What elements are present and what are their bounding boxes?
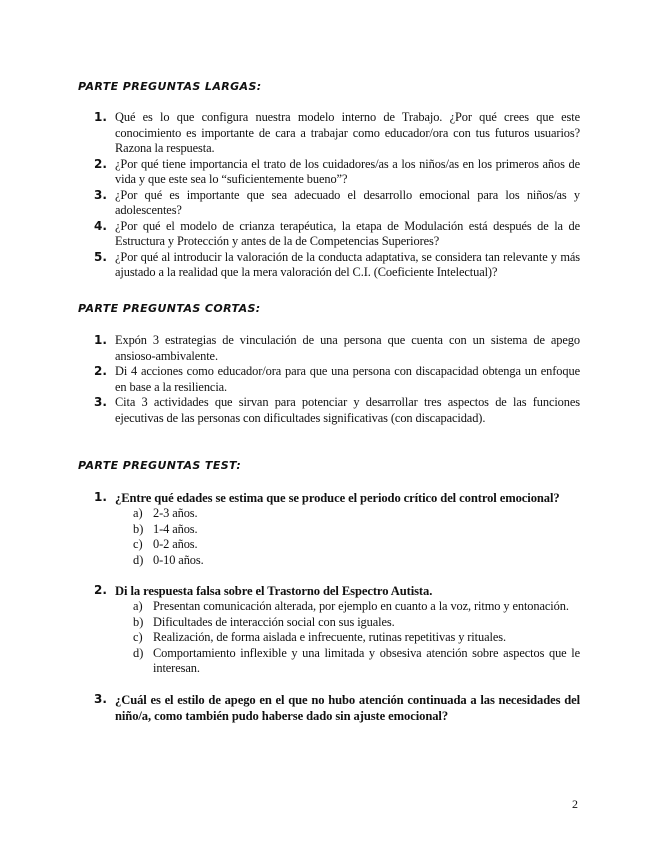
- question-number: 5.: [94, 249, 107, 264]
- long-questions-list: [78, 110, 580, 281]
- test-question: [78, 692, 580, 724]
- question-number: 1.: [94, 333, 107, 347]
- answer-option: [115, 522, 580, 538]
- answer-option: [115, 599, 580, 615]
- test-question: [78, 583, 580, 677]
- question-text: Di la respuesta falsa sobre el Trastorno del Espectro Autista.: [115, 584, 433, 598]
- short-question: [78, 364, 580, 395]
- question-number: 3.: [94, 691, 107, 706]
- answer-option: [115, 646, 580, 677]
- question-number: 2.: [94, 364, 107, 378]
- question-number: 2.: [94, 583, 107, 597]
- option-text: 0-2 años.: [153, 537, 198, 551]
- answer-options: [115, 599, 580, 677]
- question-text: ¿Entre qué edades se estima que se produce el periodo crítico del control emocional?: [115, 491, 560, 505]
- option-text: Comportamiento inflexible y una limitada y obsesiva atención sobre aspectos que le interesan.: [153, 645, 580, 675]
- question-text: ¿Por qué tiene importancia el trato de los cuidadores/as a los niños/as en los primeros años de vida y que este sea lo “suficientemente bueno”?: [115, 156, 580, 186]
- question-text: ¿Por qué es importante que sea adecuado el desarrollo emocional para los niños/as y adolescentes?: [115, 187, 580, 217]
- answer-options: [115, 506, 580, 568]
- question-text: Qué es lo que configura nuestra modelo interno de Trabajo. ¿Por qué crees que este conocimiento es importante de cara a trabajar como educador/ora con tus futuros usuarios? Razona la respuesta.: [115, 110, 580, 155]
- question-number: 2.: [94, 156, 107, 171]
- option-label: b): [133, 521, 144, 536]
- question-text: Expón 3 estrategias de vinculación de una persona que cuenta con un sistema de apego ansioso-ambivalente.: [115, 333, 580, 363]
- page-number: 2: [572, 797, 578, 811]
- option-label: d): [133, 552, 144, 567]
- section-title-long: PARTE PREGUNTAS LARGAS:: [78, 80, 262, 93]
- question-text: Di 4 acciones como educador/ora para que una persona con discapacidad obtenga un enfoque en base a la resiliencia.: [115, 364, 580, 394]
- answer-option: [115, 506, 580, 522]
- short-question: [78, 395, 580, 426]
- option-text: Dificultades de interacción social con sus iguales.: [153, 614, 395, 629]
- question-number: 3.: [94, 395, 107, 409]
- option-label: c): [133, 630, 143, 644]
- question-text: ¿Por qué el modelo de crianza terapéutica, la etapa de Modulación está después de la de Estructura y Protección y antes de la de Competencias Superiores?: [115, 218, 580, 248]
- long-question: [78, 110, 580, 157]
- option-label: a): [133, 599, 143, 613]
- question-number: 4.: [94, 218, 107, 233]
- long-question: [78, 157, 580, 188]
- option-text: 2-3 años.: [153, 506, 198, 520]
- answer-option: [115, 615, 580, 631]
- option-text: 0-10 años.: [153, 552, 204, 567]
- question-text: Cita 3 actividades que sirvan para potenciar y desarrollar tres aspectos de las funciones ejecutivas de las personas con dificultades significativas (con discapacidad).: [115, 395, 580, 425]
- question-number: 3.: [94, 187, 107, 202]
- option-label: b): [133, 614, 144, 629]
- long-question: [78, 250, 580, 281]
- short-question: [78, 333, 580, 364]
- long-question: [78, 219, 580, 250]
- option-label: d): [133, 645, 144, 660]
- answer-option: [115, 630, 580, 646]
- answer-option: [115, 553, 580, 569]
- answer-option: [115, 537, 580, 553]
- question-number: 1.: [94, 490, 107, 504]
- question-text: ¿Cuál es el estilo de apego en el que no hubo atención continuada a las necesidades del niño/a, como también pudo haberse dado sin ajuste emocional?: [115, 692, 580, 723]
- section-title-short: PARTE PREGUNTAS CORTAS:: [78, 302, 261, 315]
- option-text: Presentan comunicación alterada, por ejemplo en cuanto a la voz, ritmo y entonación.: [153, 599, 569, 613]
- short-questions-list: [78, 333, 580, 426]
- question-text: ¿Por qué al introducir la valoración de la conducta adaptativa, se considera tan relevante y más ajustado a la realidad que la mera valoración del C.I. (Coeficiente Intelectual)?: [115, 249, 580, 279]
- question-number: 1.: [94, 110, 107, 124]
- test-questions-list: [78, 490, 580, 739]
- section-title-test: PARTE PREGUNTAS TEST:: [78, 459, 242, 472]
- option-label: a): [133, 506, 143, 520]
- test-question: [78, 490, 580, 568]
- option-text: Realización, de forma aislada e infrecuente, rutinas repetitivas y rituales.: [153, 630, 506, 644]
- long-question: [78, 188, 580, 219]
- option-text: 1-4 años.: [153, 521, 198, 536]
- option-label: c): [133, 537, 143, 551]
